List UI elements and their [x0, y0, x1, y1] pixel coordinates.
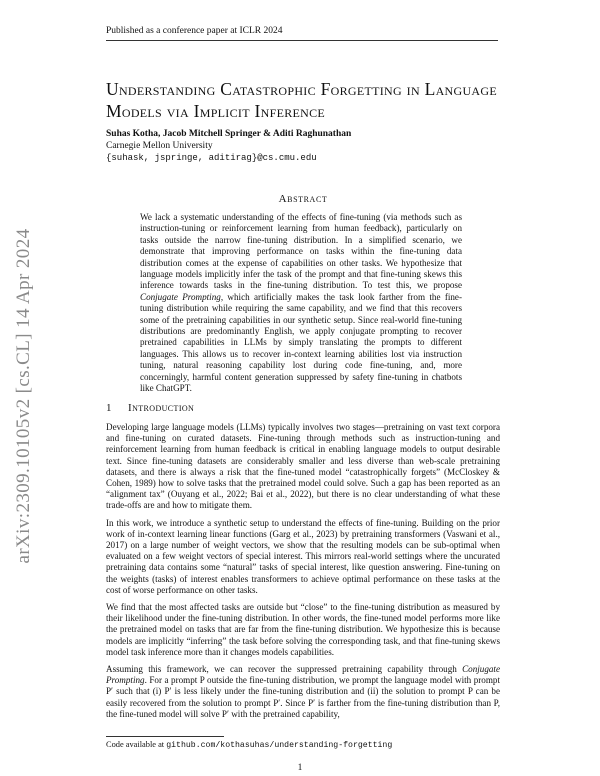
section-heading-introduction	[106, 402, 500, 414]
author-names: Suhas Kotha, Jacob Mitchell Springer & Aditi Raghunathan	[106, 129, 352, 139]
arxiv-sidebar	[12, 206, 36, 586]
paper-title: Understanding Catastrophic Forgetting in Language Models via Implicit Inference	[106, 79, 497, 121]
section-number: 1	[106, 402, 112, 414]
abstract-part-2: , which artificially makes the task look farther from the fine-tuning distribution while requiring the same capability, and we find that this recovers some of the pretraining capabilities in our synthetic setup. Since real-world fine-tuning distributions are predominantly English, we apply conjugate prompting to recover pretrained capabilities in LLMs by simply translating the prompts to different languages. This allows us to recover in-context learning abilities lost via instruction tuning, natural reasoning capability lost during code fine-tuning, and, more concerningly, harmful content generation suppressed by safety fine-tuning in chatbots like ChatGPT.	[140, 291, 462, 394]
author-email[interactable]: {suhask, jspringe, aditirag}@cs.cmu.edu	[106, 153, 317, 163]
paragraph-4-method-name: Conjugate Prompting	[106, 664, 500, 686]
author-block	[106, 128, 500, 164]
abstract-text	[140, 212, 462, 395]
footnote-label: Code available at	[106, 740, 167, 749]
code-link[interactable]: github.com/kothasuhas/understanding-forgetting	[166, 741, 393, 750]
arxiv-identifier[interactable]: arXiv:2309.10105v2 [cs.CL] 14 Apr 2024	[13, 228, 34, 564]
abstract-heading: Abstract	[278, 193, 328, 205]
paragraph-2: In this work, we introduce a synthetic setup to understand the effects of fine-tuning. Building on the prior work of in-context learning linear functions (Garg et al., 2023) by pretraining transformers (Vaswani et al., 2017) on a large number of weight vectors, we show that the resulting models can be sub-optimal when evaluated on a few weight vectors of special interest. This mirrors real-world settings where the uncurated pretraining data contains some “natural” tasks of special interest, like question answering. Fine-tuning on the weights (tasks) of interest enables transformers to achieve optimal performance on these tasks at the cost of worse performance on other tasks.	[106, 517, 500, 595]
page-number: 1	[297, 763, 303, 773]
introduction-body	[106, 422, 500, 726]
paragraph-4-part-1: Assuming this framework, we can recover the suppressed pretraining capability through	[106, 664, 463, 675]
paragraph-3: We find that the most affected tasks are outside but “close” to the fine-tuning distribution as measured by their likelihood under the fine-tuning distribution. In other words, the fine-tuned model performs more like the pretrained model on tasks that are far from the fine-tuning distribution. We hypothesize this is because models are implicitly “inferring” the task before solving the corresponding task, and that fine-tuning skews model task inference more than it changes models capabilities.	[106, 602, 500, 657]
running-header: Published as a conference paper at ICLR 2024	[106, 25, 498, 41]
footnote-rule	[106, 736, 224, 737]
paragraph-4	[106, 664, 500, 720]
section-title: Introduction	[128, 402, 195, 414]
abstract-part-1: We lack a systematic understanding of the effects of fine-tuning (via methods such as instruction-tuning or reinforcement learning from human feedback), particularly on tasks outside the narrow fine-tuning distribution. In a simplified scenario, we demonstrate that improving performance on tasks within the fine-tuning data distribution comes at the expense of capabilities on other tasks. We hypothesize that language models implicitly infer the task of the prompt and that fine-tuning skews this inference towards tasks in the fine-tuning distribution. To test this, we propose	[140, 212, 462, 291]
paragraph-1: Developing large language models (LLMs) typically involves two stages—pretraining on vast text corpora and fine-tuning on curated datasets. Fine-tuning through methods such as instruction-tuning and reinforcement learning from human feedback is critical in enabling language models to output desirable text. Since fine-tuning datasets are considerably smaller and less diverse than web-scale pretraining datasets, and there is always a risk that the fine-tuned model “catastrophically forgets” (McCloskey & Cohen, 1989) how to solve tasks that the pretrained model could solve. Such a gap has been reported as an “alignment tax” (Ouyang et al., 2022; Bai et al., 2022), but there is no clear understanding of what these trade-offs are and how to mitigate them.	[106, 422, 500, 511]
affiliation: Carnegie Mellon University	[106, 141, 213, 151]
paragraph-4-part-2: . For a prompt P outside the fine-tuning distribution, we prompt the language model with prompt P′ such that (i) P′ is less likely under the fine-tuning distribution and (ii) the solution to prompt P can be easily recovered from the solution to prompt P′. Since P′ is farther from the fine-tuning distribution than P, the fine-tuned model will solve P′ with the pretrained capability,	[106, 675, 500, 719]
footnote	[106, 740, 500, 751]
abstract-method-name: Conjugate Prompting	[140, 291, 221, 302]
